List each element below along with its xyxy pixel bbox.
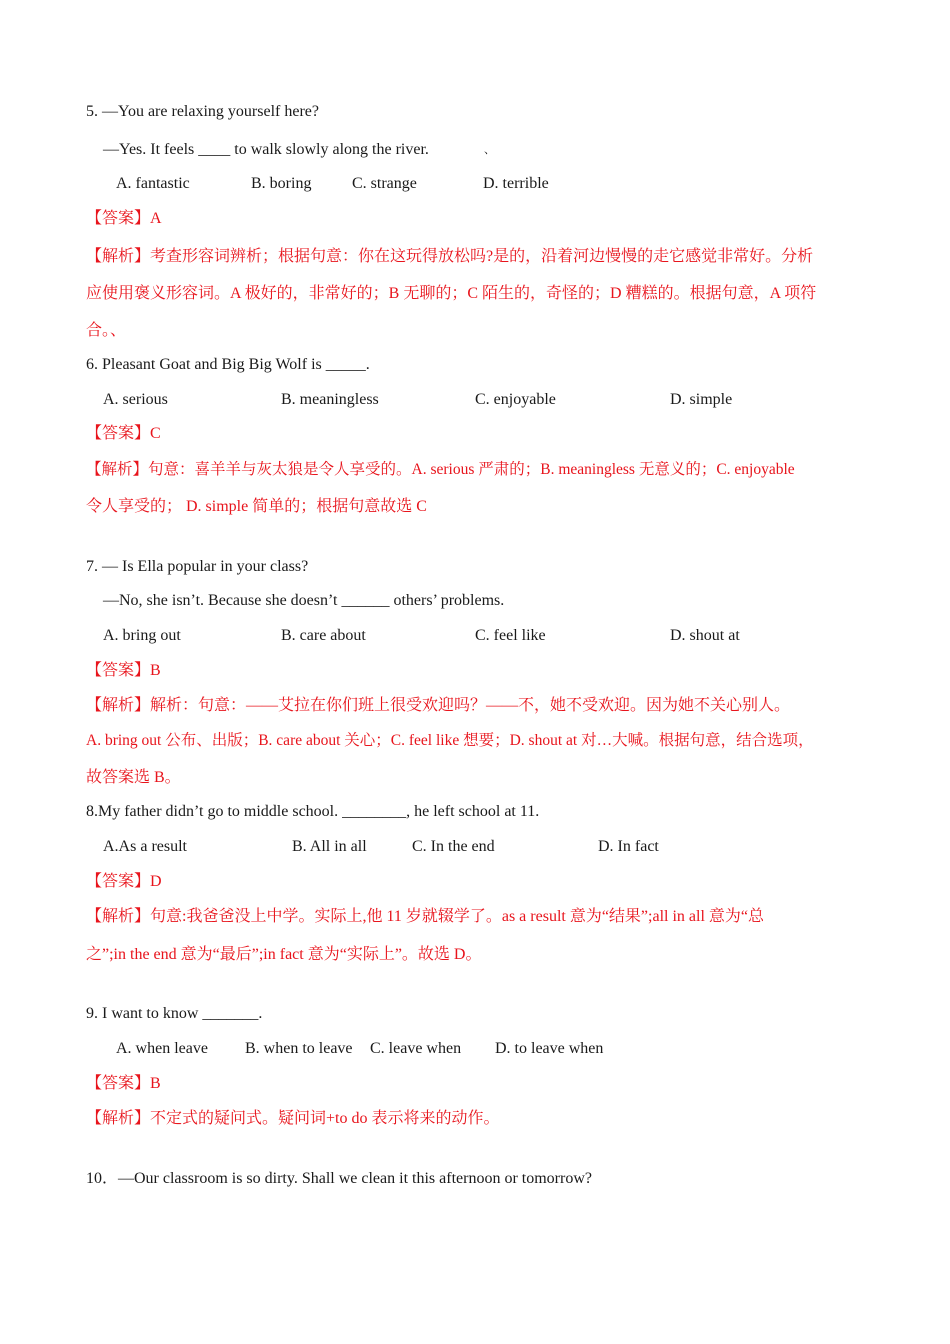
question-7-analysis-line-3: 故答案选 B。	[86, 769, 181, 786]
question-6-analysis-line-2: 令人享受的； D. simple 简单的；根据句意故选 C	[86, 498, 427, 515]
question-6-analysis-line-1: 【解析】句意：喜羊羊与灰太狼是令人享受的。A. serious 严肃的；B. meaningless 无意义的；C. enjoyable	[86, 461, 795, 478]
question-9-answer: 【答案】B	[86, 1075, 161, 1092]
question-9-option-b: B. when to leave	[245, 1040, 353, 1057]
question-5-analysis-line-2: 应使用褒义形容词。A 极好的，非常好的；B 无聊的；C 陌生的，奇怪的；D 糟糕的。根据句意，A 项符	[86, 285, 817, 302]
question-6-option-a: A. serious	[103, 391, 168, 408]
question-9-option-a: A. when leave	[116, 1040, 208, 1057]
question-9-stem: 9. I want to know _______.	[86, 1005, 263, 1022]
question-7-option-c: C. feel like	[475, 627, 546, 644]
question-8-analysis-line-2: 之”;in the end 意为“最后”;in fact 意为“实际上”。故选 D。	[86, 946, 482, 963]
question-7-answer: 【答案】B	[86, 662, 161, 679]
question-5-option-b: B. boring	[251, 175, 312, 192]
question-6-option-b: B. meaningless	[281, 391, 379, 408]
question-7-stem: 7. — Is Ella popular in your class?	[86, 558, 309, 575]
question-6-answer: 【答案】C	[86, 425, 161, 442]
question-5-analysis-line-1: 【解析】考查形容词辨析；根据句意：你在这玩得放松吗?是的，沿着河边慢慢的走它感觉非常好。分析	[86, 248, 814, 265]
question-7-option-d: D. shout at	[670, 627, 740, 644]
question-7-stem-reply: —No, she isn’t. Because she doesn’t ______ others’ problems.	[103, 592, 505, 609]
question-7-analysis-line-1: 【解析】解析：句意：——艾拉在你们班上很受欢迎吗？——不，她不受欢迎。因为她不关心别人。	[86, 697, 791, 714]
question-8-analysis-line-1: 【解析】句意:我爸爸没上中学。实际上,他 11 岁就辍学了。as a result 意为“结果”;all in all 意为“总	[86, 908, 765, 925]
question-7-analysis-line-2: A. bring out 公布、出版；B. care about 关心；C. feel like 想要；D. shout at 对…大喊。根据句意，结合选项，	[86, 732, 814, 749]
question-8-answer: 【答案】D	[86, 873, 162, 890]
question-8-option-a: A.As a result	[103, 838, 187, 855]
question-5-mark: 、	[484, 144, 495, 156]
question-7-option-a: A. bring out	[103, 627, 181, 644]
question-5-option-d: D. terrible	[483, 175, 549, 192]
question-9-analysis-line-1: 【解析】不定式的疑问式。疑问词+to do 表示将来的动作。	[86, 1110, 500, 1127]
question-6-option-d: D. simple	[670, 391, 733, 408]
question-5-option-a: A. fantastic	[116, 175, 190, 192]
question-5-stem: 5. —You are relaxing yourself here?	[86, 103, 319, 120]
question-10-stem: 10．—Our classroom is so dirty. Shall we clean it this afternoon or tomorrow?	[86, 1170, 592, 1187]
question-6-option-c: C. enjoyable	[475, 391, 556, 408]
question-5-option-c: C. strange	[352, 175, 417, 192]
question-5-stem-reply: —Yes. It feels ____ to walk slowly along the river.	[103, 141, 429, 158]
question-9-option-c: C. leave when	[370, 1040, 462, 1057]
question-7-option-b: B. care about	[281, 627, 366, 644]
question-8-option-d: D. In fact	[598, 838, 659, 855]
question-6-stem: 6. Pleasant Goat and Big Big Wolf is _____.	[86, 356, 370, 373]
question-5-analysis-line-3: 合。、	[86, 322, 127, 339]
question-8-option-c: C. In the end	[412, 838, 495, 855]
question-5-answer: 【答案】A	[86, 210, 162, 227]
question-8-stem: 8.My father didn’t go to middle school. ________, he left school at 11.	[86, 803, 540, 820]
question-8-option-b: B. All in all	[292, 838, 367, 855]
question-9-option-d: D. to leave when	[495, 1040, 604, 1057]
